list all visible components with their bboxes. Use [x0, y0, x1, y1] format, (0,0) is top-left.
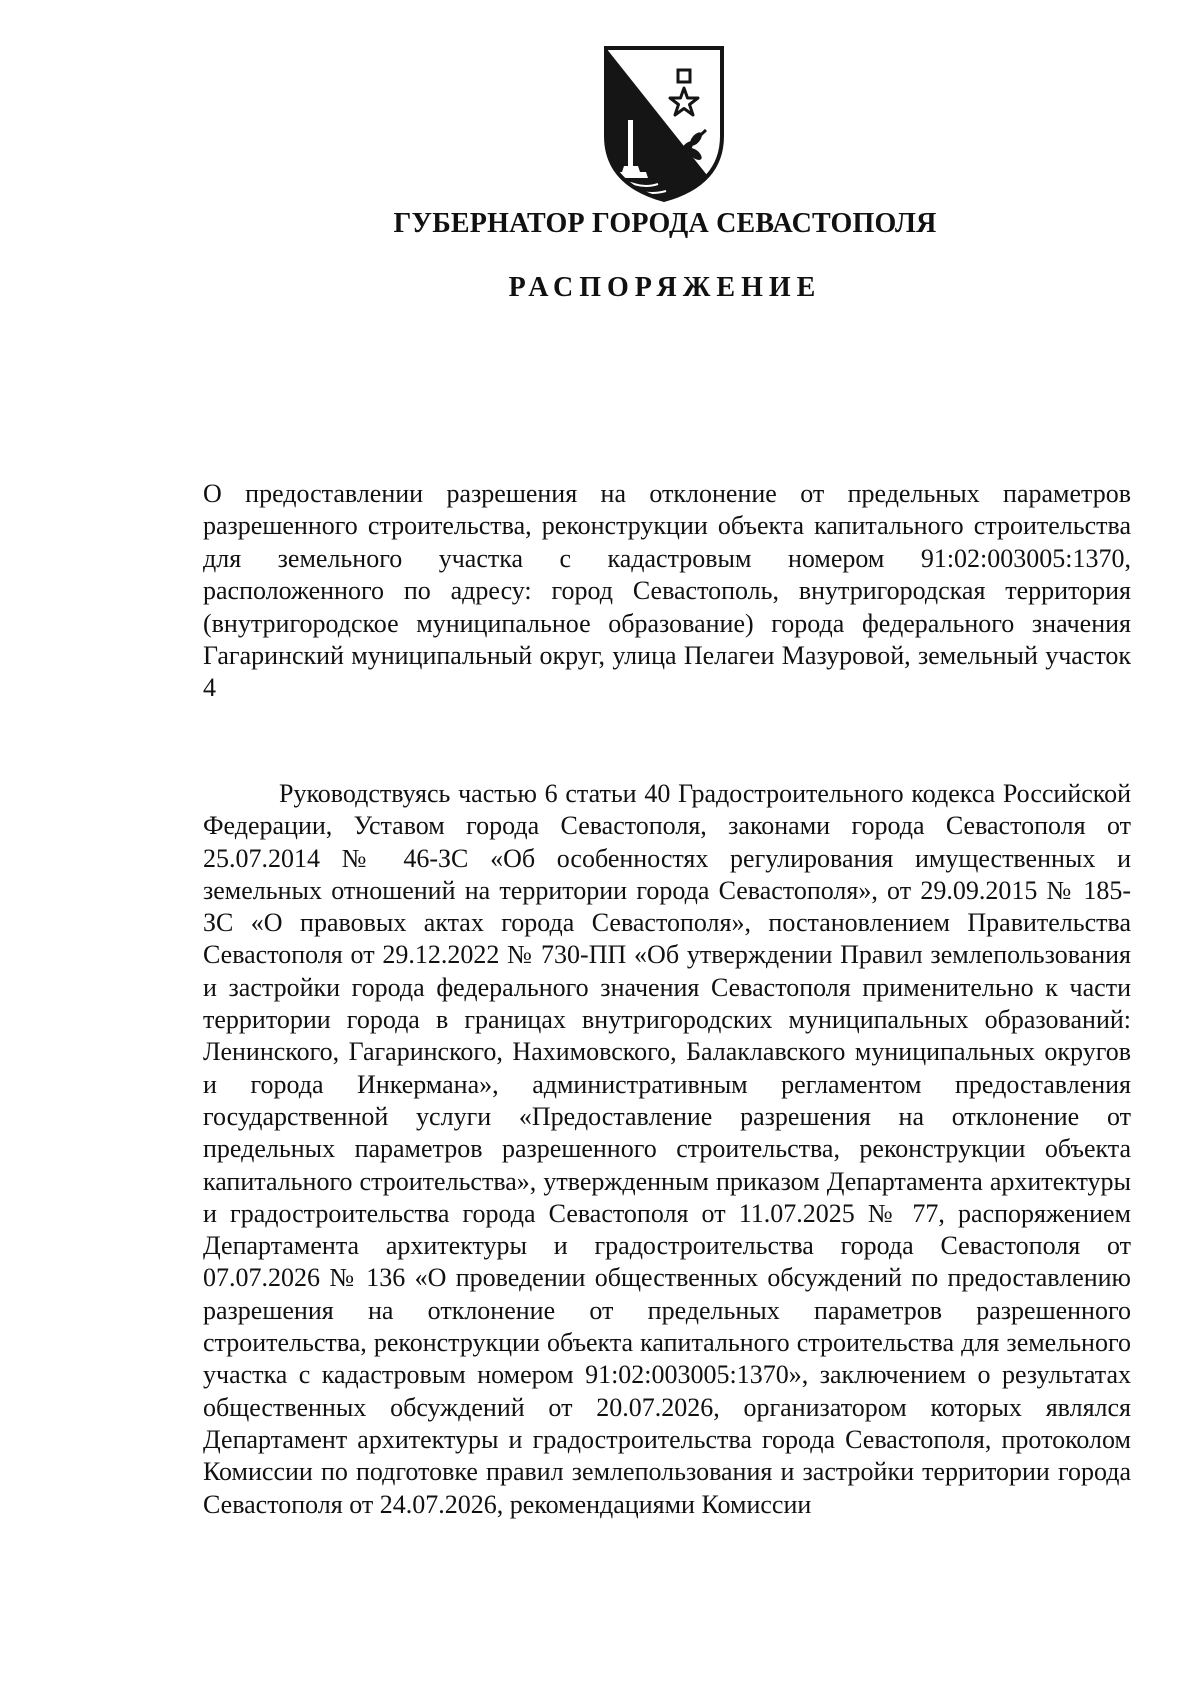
document-type-heading: РАСПОРЯЖЕНИЕ — [508, 272, 822, 303]
document-subject: О предоставлении разрешения на отклонение от предельных параметров разрешенного строительства, реконструкции объекта капитального строительства для земельного участка с кадастровым номером 91:02:003005:1370, расположенного по адресу: город Севастополь, внутригородская территория (внутригородское муниципальное образование) города федерального значения Гагаринский муниципальный округ, улица Пелагеи Мазуровой, земельный участок 4 — [203, 479, 1131, 703]
organization-title: ГУБЕРНАТОР ГОРОДА СЕВАСТОПОЛЯ — [393, 208, 937, 239]
sevastopol-coat-of-arms-icon — [598, 44, 730, 204]
document-body-paragraph: Руководствуясь частью 6 статьи 40 Градостроительного кодекса Российской Федерации, Уставом города Севастополя, законами города Севастополя от 25.07.2014 № 46-ЗС «Об особенностях регулирования имущественных и земельных отношений на территории города Севастополя», от 29.09.2015 № 185-ЗС «О правовых актах города Севастополя», постановлением Правительства Севастополя от 29.12.2022 № 730-ПП «Об утверждении Правил землепользования и застройки города федерального значения Севастополя применительно к части территории города в границах внутригородских муниципальных образований: Ленинского, Гагаринского, Нахимовского, Балаклавского муниципальных округов и города Инкермана», административным регламентом предоставления государственной услуги «Предоставление разрешения на отклонение от предельных параметров разрешенного строительства, реконструкции объекта капитального строительства», утвержденным приказом Департамента архитектуры и градостроительства города Севастополя от 11.07.2025 № 77, распоряжением Департамента архитектуры и градостроительства города Севастополя от 07.07.2026 № 136 «О проведении общественных обсуждений по предоставлению разрешения на отклонение от предельных параметров разрешенного строительства, реконструкции объекта капитального строительства для земельного участка с кадастровым номером 91:02:003005:1370», заключением о результатах общественных обсуждений от 20.07.2026, организатором которых являлся Департамент архитектуры и градостроительства города Севастополя, протоколом Комиссии по подготовке правил землепользования и застройки территории города Севастополя от 24.07.2026, рекомендациями Комиссии — [203, 779, 1131, 1519]
